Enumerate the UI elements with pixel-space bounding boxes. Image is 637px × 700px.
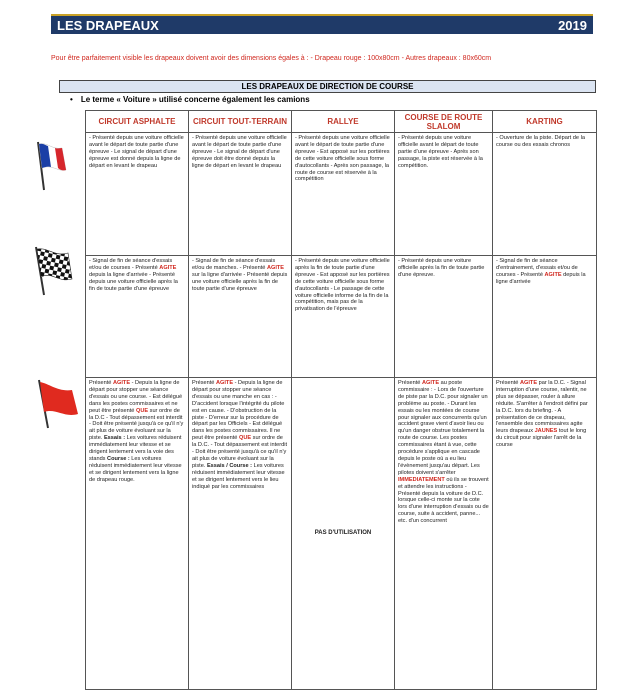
cell-checkered-tout-terrain: - Signal de fin de séance d'essais et/ou de manches. - Présenté AGITE sur la ligne d'arrivée - Présenté depuis une voiture officielle après la fin de toute partie d'une épreuve xyxy=(189,256,292,378)
col-karting: KARTING xyxy=(493,111,597,133)
cell-french-asphalte: - Présenté depuis une voiture officielle avant le départ de toute partie d'une épreuve - Le signal de départ d'une épreuve est donné depuis la ligne de départ en levant le drapeau xyxy=(86,133,189,256)
cell-red-karting: Présenté AGITE par la D.C. - Signal interruption d'une course, ralentir, ne plus se dépasser, rouler à allure réduite. S'arrêter à l'endroit défini par la D.C. lors du briefing. - A présentation de ce drapeau, l'ensemble des commissaires agite leurs drapeaux JAUNES tout le long du circuit pour signaler l'arrêt de la course xyxy=(493,378,597,690)
cell-french-tout-terrain: - Présenté depuis une voiture officielle avant le départ de toute partie d'une épreuve - Le signal de départ d'une épreuve doit être donné depuis la ligne de départ en levant le drapeau xyxy=(189,133,292,256)
cell-red-slalom: Présenté AGITE au poste commissaire : - Lors de l'ouverture de piste par la D.C. pour signaler un problème au poste. - Durant les essais ou les montées de course pour signaler aux concurrents qu'un accident grave vient d'avoir lieu ou qu'un danger obstrue totalement la route de course. Les postes commissaires étant à vue, cette procédure s'applique en cascade depuis le poste où a eu lieu l'évènement jusqu'au départ. Les pilotes doivent s'arrêter IMMEDIATEMENT où ils se trouvent et attendre les instructions - Présenté depuis la voiture de D.C. lorsque celle-ci monte sur la cote lors d'une interruption d'essais ou de course, suite à accident, panne... etc. d'un concurrent xyxy=(395,378,493,690)
col-course-de-route-slalom: COURSE DE ROUTE SLALOM xyxy=(395,111,493,133)
row-french-flag xyxy=(86,133,597,256)
cell-french-karting: - Ouverture de la piste. Départ de la course ou des essais chronos xyxy=(493,133,597,256)
cell-red-asphalte: Présenté AGITE - Depuis la ligne de départ pour stopper une séance d'essais ou une course. - Est délégué dans les postes commissaires et ne peut être présenté QUE sur ordre de la D.C - Tout dépassement est interdit - Doit être présenté jusqu'à ce qu'il n'y ait plus de voiture évoluant sur la piste. Essais : Les voitures réduisent immédiatement leur vitesse et se dirigent lentement vers la voie des stands Course : Les voitures réduisent immédiatement leur vitesse et se dirigent lentement vers la ligne de drapeau rouge. xyxy=(86,378,189,690)
page-header xyxy=(51,14,593,34)
col-circuit-asphalte: CIRCUIT ASPHALTE xyxy=(86,111,189,133)
cell-red-rallye: PAS D'UTILISATION xyxy=(292,378,395,690)
cell-checkered-slalom: - Présenté depuis une voiture officielle après la fin de toute partie d'une épreuve. xyxy=(395,256,493,378)
cell-checkered-rallye: - Présenté depuis une voiture officielle après la fin de toute partie d'une épreuve - Est apposé sur les portières de cette voiture officielle sous forme d'autocollants - Le passage de cette voiture officielle informe de la fin de la compétition, mais pas de la privatisation de l'épreuve xyxy=(292,256,395,378)
col-circuit-tout-terrain: CIRCUIT TOUT-TERRAIN xyxy=(189,111,292,133)
table-header-row xyxy=(86,111,597,133)
page-title: LES DRAPEAUX xyxy=(57,17,159,33)
flags-table xyxy=(85,110,597,690)
year-label: 2019 xyxy=(558,17,587,33)
cell-red-tout-terrain: Présenté AGITE - Depuis la ligne de départ pour stopper une séance d'essais ou une manche en cas : - D'accident lorsque l'intégrité du pilote est en cause. - D'obstruction de la piste - D'erreur sur la procédure de départ par les Officiels - Est délégué dans les postes commissaires. Il ne peut être présenté QUE sur ordre de la D.C. - Tout dépassement est interdit - Doit être présenté jusqu'à ce qu'il n'y ait plus de voiture évoluant sur la piste. Essais / Course : Les voitures réduisent immédiatement leur vitesse et se dirigent lentement vers le lieu indiqué par les commissaires xyxy=(189,378,292,690)
checkered-flag-icon xyxy=(30,245,76,297)
table-title: LES DRAPEAUX DE DIRECTION DE COURSE xyxy=(59,80,596,93)
vehicle-note xyxy=(70,95,310,104)
red-flag-icon xyxy=(34,378,82,430)
dimensions-note: Pour être parfaitement visible les drapeaux doivent avoir des dimensions égales à : - Drapeau rouge : 100x80cm - Autres drapeaux : 80x60cm xyxy=(51,55,492,62)
row-red-flag xyxy=(86,378,597,690)
cell-french-slalom: - Présenté depuis une voiture officielle avant le départ de toute partie d'une épreuve - Après son passage, la piste est réservée à la compétition. xyxy=(395,133,493,256)
cell-checkered-asphalte: - Signal de fin de séance d'essais et/ou de courses - Présenté AGITE depuis la ligne d'arrivée - Présenté depuis une voiture officielle après la fin de toute partie d'une épreuve xyxy=(86,256,189,378)
cell-french-rallye: - Présenté depuis une voiture officielle avant le départ de toute partie d'une épreuve - Est apposé sur les portières de cette voiture officielle sous forme d'autocollants - Après son passage, la route de course est réservée à la compétition xyxy=(292,133,395,256)
row-checkered-flag xyxy=(86,256,597,378)
cell-checkered-karting: - Signal de fin de séance d'entrainement, d'essais et/ou de courses - Présenté AGITE depuis la ligne d'arrivée xyxy=(493,256,597,378)
bullet: • xyxy=(70,95,73,104)
french-flag-icon xyxy=(32,140,76,192)
vehicle-note-text: Le terme « Voiture » utilisé concerne également les camions xyxy=(80,95,310,104)
col-rallye: RALLYE xyxy=(292,111,395,133)
